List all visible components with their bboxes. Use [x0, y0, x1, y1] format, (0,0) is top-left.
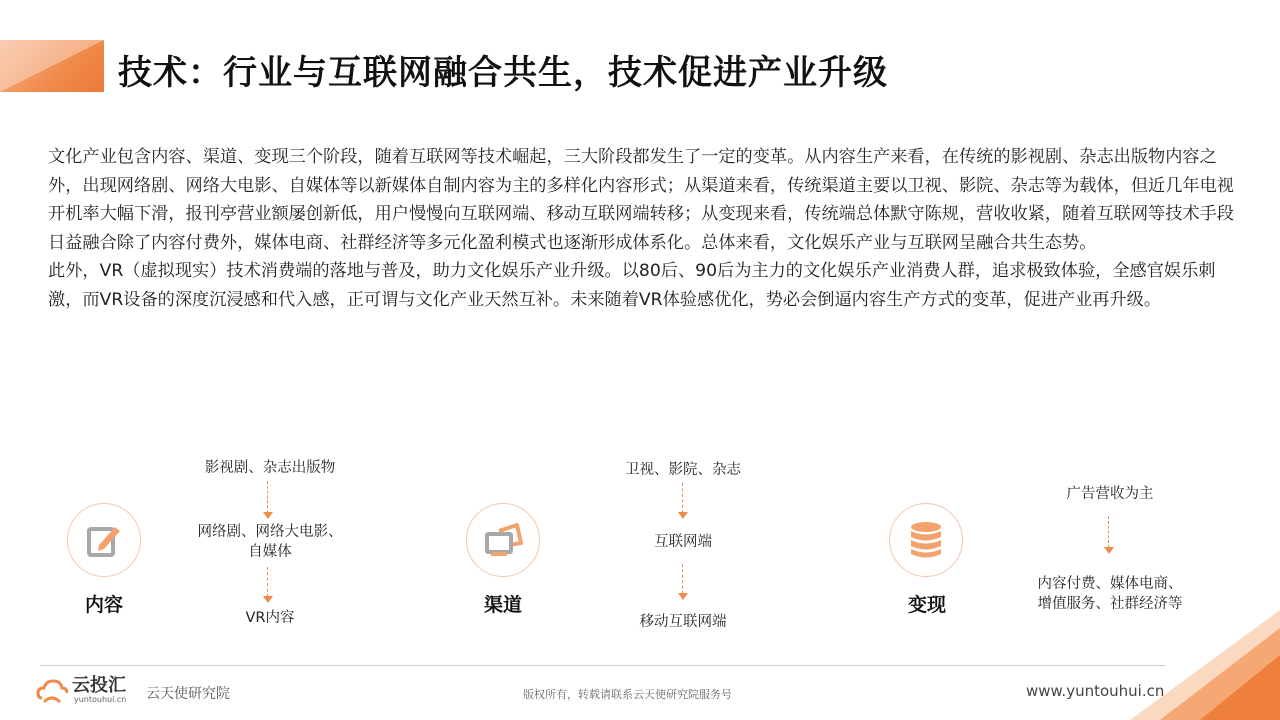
content-step-film: 影视剧、杂志出版物 — [204, 460, 336, 476]
paragraph-2: 此外，VR（虚拟现实）技术消费端的落地与普及，助力文化娱乐产业升级。以80后、90后为主力的文化娱乐产业消费人群，追求极致体验，全感官娱乐刺激，而VR设备的深度沉浸感和代入感，正可谓与文化产业天然互补。未来随着VR体验感优化，势必会倒逼内容生产方式的变革，促进产业再升级。 — [48, 261, 1216, 310]
channel-arrow-1 — [678, 483, 688, 519]
monetize-step-ads: 广告营收为主 — [1066, 486, 1154, 502]
corner-accent — [1120, 610, 1280, 720]
monetize-step-value: 增值服务、社群经济等 — [1037, 596, 1183, 612]
header-accent-bar — [0, 40, 104, 92]
channel-arrow-2 — [678, 564, 688, 600]
monetize-stage-label: 变现 — [907, 594, 946, 616]
channel-stage-circle — [466, 503, 540, 577]
content-arrow-1 — [263, 481, 273, 519]
edit-icon — [85, 521, 123, 559]
channel-step-internet: 互联网端 — [654, 534, 712, 550]
content-step-vr: VR内容 — [245, 610, 295, 626]
monetize-arrow-1 — [1104, 516, 1114, 554]
footer-url: www.yuntouhui.cn — [1026, 682, 1165, 700]
body-text — [48, 143, 1242, 315]
paragraph-1: 文化产业包含内容、渠道、变现三个阶段，随着互联网等技术崛起，三大阶段都发生了一定的变革。从内容生产来看，在传统的影视剧、杂志出版物内容之外，出现网络剧、网络大电影、自媒体等以新媒体自制内容为主的多样化内容形式；从渠道来看，传统渠道主要以卫视、影院、杂志等为载体，但近几年电视开机率大幅下滑，报刊亭营业额屡创新低，用户慢慢向互联网端、移动互联网端转移；从变现来看，传统端总体默守陈规，营收收紧，随着互联网等技术手段日益融合除了内容付费外，媒体电商、社群经济等多元化盈利模式也逐渐形成体系化。总体来看，文化娱乐产业与互联网呈融合共生态势。 — [48, 147, 1234, 253]
logo-domain: yuntouhui.cn — [74, 695, 127, 704]
content-stage-circle — [67, 503, 141, 577]
monetize-stage-circle — [889, 503, 963, 577]
logo-name: 云投汇 — [72, 675, 126, 696]
cloud-logo-icon — [36, 676, 68, 706]
channel-step-traditional: 卫视、影院、杂志 — [625, 462, 741, 478]
institute-name: 云天使研究院 — [146, 686, 230, 702]
content-stage-label: 内容 — [84, 594, 123, 616]
content-step-selfmedia: 自媒体 — [248, 544, 292, 560]
channel-step-mobile: 移动互联网端 — [639, 614, 727, 630]
page-title: 技术：行业与互联网融合共生，技术促进产业升级 — [118, 53, 888, 93]
database-icon — [908, 520, 944, 560]
monetize-step-paid: 内容付费、媒体电商、 — [1037, 576, 1183, 592]
screen-icon — [483, 521, 523, 559]
copyright-notice: 版权所有，转载请联系云天使研究院服务号 — [523, 688, 732, 701]
content-step-web: 网络剧、网络大电影、 — [197, 524, 343, 540]
footer-logo — [36, 676, 126, 706]
footer-divider — [40, 665, 1165, 666]
content-arrow-2 — [263, 567, 273, 603]
channel-stage-label: 渠道 — [483, 594, 522, 616]
